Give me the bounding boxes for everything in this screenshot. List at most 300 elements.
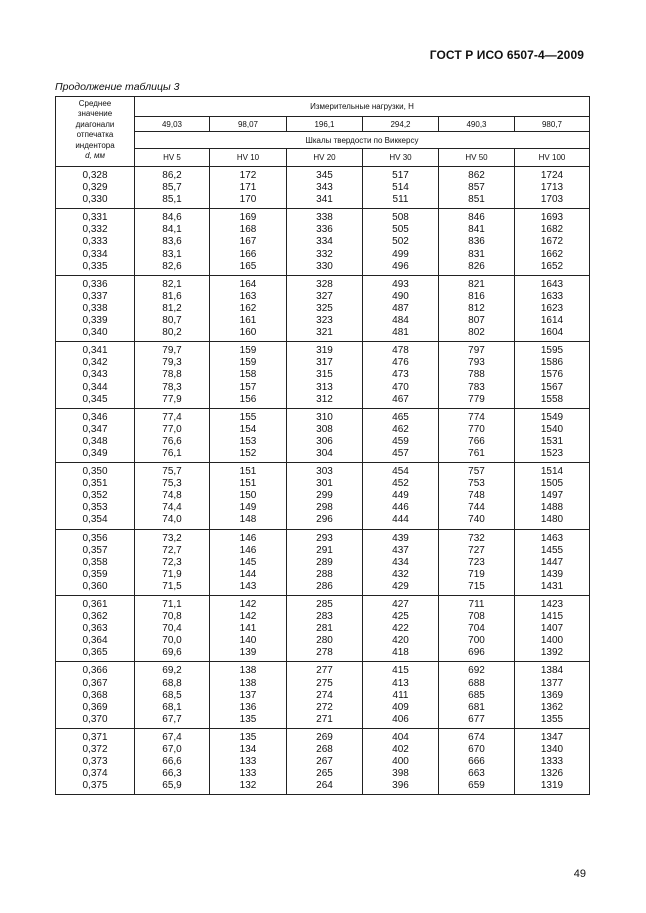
hardness-cell: 132 [210,780,287,795]
table-row [56,714,590,729]
table-row [56,224,590,236]
table-row [56,275,590,291]
hardness-cell: 788 [439,369,515,381]
hardness-cell: 334 [287,236,363,248]
hardness-cell: 1488 [515,502,590,514]
hardness-cell: 862 [439,167,515,183]
diagonal-cell: 0,345 [56,394,135,409]
hardness-cell: 71,9 [135,569,210,581]
hardness-cell: 420 [363,635,439,647]
hardness-cell: 160 [210,327,287,342]
hardness-cell: 74,8 [135,490,210,502]
hardness-cell: 473 [363,369,439,381]
hardness-cell: 281 [287,623,363,635]
table-row [56,408,590,424]
table-row [56,249,590,261]
hardness-cell: 275 [287,678,363,690]
hardness-cell: 164 [210,275,287,291]
hardness-cell: 67,7 [135,714,210,729]
hardness-cell: 499 [363,249,439,261]
hardness-cell: 133 [210,768,287,780]
table-caption: Продолжение таблицы 3 [55,81,180,93]
scale-label: HV 5 [135,149,210,167]
header-row-loads-title [56,97,590,117]
hardness-cell: 86,2 [135,167,210,183]
hardness-cell: 779 [439,394,515,409]
hardness-cell: 406 [363,714,439,729]
hardness-cell: 298 [287,502,363,514]
hardness-cell: 1724 [515,167,590,183]
table-row [56,635,590,647]
hardness-cell: 303 [287,463,363,479]
hardness-cell: 137 [210,690,287,702]
hardness-cell: 1672 [515,236,590,248]
hardness-cell: 481 [363,327,439,342]
hardness-cell: 490 [363,291,439,303]
hardness-cell: 154 [210,424,287,436]
hardness-cell: 136 [210,702,287,714]
hardness-cell: 413 [363,678,439,690]
hardness-cell: 327 [287,291,363,303]
diagonal-cell: 0,353 [56,502,135,514]
hardness-cell: 454 [363,463,439,479]
hardness-cell: 70,4 [135,623,210,635]
hardness-cell: 277 [287,662,363,678]
diagonal-cell: 0,349 [56,448,135,463]
hardness-cell: 146 [210,529,287,545]
hardness-cell: 159 [210,357,287,369]
hardness-cell: 857 [439,182,515,194]
diagonal-cell: 0,364 [56,635,135,647]
hardness-cell: 138 [210,678,287,690]
table-row [56,569,590,581]
hardness-cell: 774 [439,408,515,424]
hardness-cell: 142 [210,611,287,623]
hardness-cell: 74,0 [135,514,210,529]
hardness-cell: 1340 [515,744,590,756]
hardness-cell: 467 [363,394,439,409]
diagonal-cell: 0,362 [56,611,135,623]
hardness-cell: 719 [439,569,515,581]
header-row-loads [56,117,590,132]
hardness-cell: 1531 [515,436,590,448]
table-row [56,678,590,690]
hardness-cell: 415 [363,662,439,678]
scales-title: Шкалы твердости по Виккерсу [135,132,590,149]
hardness-cell: 1633 [515,291,590,303]
hardness-cell: 1586 [515,357,590,369]
hardness-cell: 139 [210,647,287,662]
hardness-cell: 75,3 [135,478,210,490]
diagonal-cell: 0,374 [56,768,135,780]
hardness-cell: 1713 [515,182,590,194]
diagonal-cell: 0,356 [56,529,135,545]
hardness-cell: 793 [439,357,515,369]
hardness-cell: 68,8 [135,678,210,690]
hardness-cell: 841 [439,224,515,236]
diagonal-cell: 0,359 [56,569,135,581]
hardness-cell: 78,8 [135,369,210,381]
hardness-cell: 166 [210,249,287,261]
hardness-cell: 81,2 [135,303,210,315]
hardness-cell: 308 [287,424,363,436]
hardness-cell: 74,4 [135,502,210,514]
hardness-cell: 465 [363,408,439,424]
hardness-cell: 770 [439,424,515,436]
hardness-cell: 83,1 [135,249,210,261]
hardness-cell: 82,6 [135,261,210,276]
hardness-cell: 271 [287,714,363,729]
hardness-cell: 268 [287,744,363,756]
header-row-scales [56,149,590,167]
hardness-cell: 168 [210,224,287,236]
hardness-cell: 75,7 [135,463,210,479]
hardness-cell: 285 [287,596,363,612]
hardness-cell: 77,9 [135,394,210,409]
hardness-cell: 398 [363,768,439,780]
table-row [56,490,590,502]
hardness-cell: 84,1 [135,224,210,236]
diagonal-cell: 0,333 [56,236,135,248]
hardness-cell: 341 [287,194,363,209]
hardness-cell: 264 [287,780,363,795]
hardness-cell: 851 [439,194,515,209]
hardness-cell: 169 [210,209,287,225]
hardness-cell: 1523 [515,448,590,463]
hardness-cell: 816 [439,291,515,303]
hardness-cell: 1400 [515,635,590,647]
table-row [56,596,590,612]
hardness-cell: 158 [210,369,287,381]
hardness-cell: 659 [439,780,515,795]
table-row [56,690,590,702]
diagonal-cell: 0,373 [56,756,135,768]
hardness-cell: 84,6 [135,209,210,225]
hardness-cell: 1682 [515,224,590,236]
hardness-cell: 323 [287,315,363,327]
table-row [56,182,590,194]
hardness-cell: 153 [210,436,287,448]
diagonal-cell: 0,367 [56,678,135,690]
hardness-cell: 459 [363,436,439,448]
diagonal-cell: 0,354 [56,514,135,529]
diagonal-cell: 0,368 [56,690,135,702]
table-row [56,478,590,490]
load-value: 98,07 [210,117,287,132]
hardness-cell: 328 [287,275,363,291]
load-value: 196,1 [287,117,363,132]
hardness-cell: 83,6 [135,236,210,248]
hardness-cell: 493 [363,275,439,291]
hardness-cell: 753 [439,478,515,490]
hardness-cell: 80,7 [135,315,210,327]
hardness-cell: 150 [210,490,287,502]
diagonal-cell: 0,366 [56,662,135,678]
hardness-cell: 336 [287,224,363,236]
table-row [56,436,590,448]
hardness-cell: 452 [363,478,439,490]
hardness-cell: 145 [210,557,287,569]
table-row [56,382,590,394]
hardness-cell: 289 [287,557,363,569]
hardness-cell: 1447 [515,557,590,569]
hardness-cell: 138 [210,662,287,678]
hardness-cell: 288 [287,569,363,581]
hardness-cell: 265 [287,768,363,780]
hardness-cell: 159 [210,342,287,358]
hardness-cell: 1514 [515,463,590,479]
hardness-cell: 1392 [515,647,590,662]
hardness-cell: 133 [210,756,287,768]
hardness-cell: 269 [287,728,363,744]
hardness-cell: 685 [439,690,515,702]
hardness-cell: 812 [439,303,515,315]
hardness-cell: 404 [363,728,439,744]
hardness-cell: 73,2 [135,529,210,545]
hardness-cell: 425 [363,611,439,623]
table-row [56,529,590,545]
diagonal-cell: 0,328 [56,167,135,183]
hardness-cell: 821 [439,275,515,291]
hardness-cell: 1407 [515,623,590,635]
hardness-cell: 85,1 [135,194,210,209]
diagonal-cell: 0,365 [56,647,135,662]
hardness-cell: 688 [439,678,515,690]
diagonal-cell: 0,348 [56,436,135,448]
diagonal-cell: 0,334 [56,249,135,261]
hardness-cell: 446 [363,502,439,514]
table-row [56,780,590,795]
table-row [56,647,590,662]
hardness-cell: 449 [363,490,439,502]
hardness-cell: 1377 [515,678,590,690]
hardness-cell: 457 [363,448,439,463]
hardness-cell: 402 [363,744,439,756]
hardness-cell: 163 [210,291,287,303]
diagonal-cell: 0,372 [56,744,135,756]
hardness-cell: 299 [287,490,363,502]
hardness-cell: 1362 [515,702,590,714]
side-header-line: значение [77,109,113,119]
hardness-cell: 400 [363,756,439,768]
hardness-cell: 291 [287,545,363,557]
hardness-cell: 478 [363,342,439,358]
hardness-cell: 1455 [515,545,590,557]
hardness-cell: 78,3 [135,382,210,394]
hardness-cell: 141 [210,623,287,635]
hardness-cell: 663 [439,768,515,780]
hardness-cell: 744 [439,502,515,514]
scale-label: HV 50 [439,149,515,167]
hardness-cell: 696 [439,647,515,662]
diagonal-cell: 0,371 [56,728,135,744]
table-row [56,502,590,514]
diagonal-cell: 0,335 [56,261,135,276]
hardness-cell: 761 [439,448,515,463]
scale-label: HV 30 [363,149,439,167]
hardness-cell: 1463 [515,529,590,545]
hardness-cell: 1567 [515,382,590,394]
hardness-cell: 1549 [515,408,590,424]
table-row [56,463,590,479]
hardness-cell: 715 [439,581,515,596]
diagonal-cell: 0,336 [56,275,135,291]
hardness-cell: 831 [439,249,515,261]
table-body [56,167,590,795]
diagonal-cell: 0,369 [56,702,135,714]
hardness-cell: 1319 [515,780,590,795]
hardness-cell: 437 [363,545,439,557]
side-header-line: Среднее [78,99,112,108]
table-row [56,357,590,369]
hardness-cell: 162 [210,303,287,315]
table-row [56,194,590,209]
table-row [56,702,590,714]
diagonal-cell: 0,329 [56,182,135,194]
hardness-cell: 1355 [515,714,590,729]
hardness-cell: 1415 [515,611,590,623]
hardness-cell: 1333 [515,756,590,768]
hardness-cell: 422 [363,623,439,635]
hardness-cell: 418 [363,647,439,662]
table-row [56,557,590,569]
hardness-cell: 143 [210,581,287,596]
document-code: ГОСТ Р ИСО 6507-4—2009 [429,48,584,62]
diagonal-cell: 0,342 [56,357,135,369]
hardness-cell: 312 [287,394,363,409]
hardness-cell: 1540 [515,424,590,436]
hardness-cell: 1497 [515,490,590,502]
hardness-cell: 66,6 [135,756,210,768]
hardness-cell: 152 [210,448,287,463]
hardness-cell: 444 [363,514,439,529]
hardness-cell: 476 [363,357,439,369]
side-header-line: диагонали [75,119,115,129]
table-row [56,236,590,248]
hardness-cell: 700 [439,635,515,647]
hardness-cell: 708 [439,611,515,623]
hardness-cell: 1614 [515,315,590,327]
hardness-cell: 68,5 [135,690,210,702]
hardness-cell: 1558 [515,394,590,409]
table-row [56,756,590,768]
hardness-cell: 1439 [515,569,590,581]
hardness-cell: 144 [210,569,287,581]
hardness-cell: 1623 [515,303,590,315]
hardness-cell: 502 [363,236,439,248]
load-value: 49,03 [135,117,210,132]
diagonal-column-header [56,97,135,167]
hardness-cell: 283 [287,611,363,623]
hardness-cell: 434 [363,557,439,569]
hardness-cell: 343 [287,182,363,194]
hardness-cell: 68,1 [135,702,210,714]
diagonal-cell: 0,339 [56,315,135,327]
hardness-cell: 836 [439,236,515,248]
hardness-cell: 496 [363,261,439,276]
table-row [56,623,590,635]
table-row [56,291,590,303]
diagonal-cell: 0,341 [56,342,135,358]
hardness-cell: 272 [287,702,363,714]
hardness-cell: 338 [287,209,363,225]
hardness-cell: 783 [439,382,515,394]
table-row [56,369,590,381]
hardness-cell: 484 [363,315,439,327]
load-value: 294,2 [363,117,439,132]
hardness-cell: 1480 [515,514,590,529]
diagonal-cell: 0,347 [56,424,135,436]
hardness-cell: 409 [363,702,439,714]
diagonal-cell: 0,363 [56,623,135,635]
hardness-cell: 1703 [515,194,590,209]
hardness-cell: 470 [363,382,439,394]
diagonal-cell: 0,357 [56,545,135,557]
header-row-scales-title [56,132,590,149]
hardness-cell: 167 [210,236,287,248]
hardness-cell: 77,4 [135,408,210,424]
hardness-cell: 319 [287,342,363,358]
hardness-cell: 723 [439,557,515,569]
diagonal-cell: 0,346 [56,408,135,424]
hardness-cell: 766 [439,436,515,448]
table-row [56,303,590,315]
diagonal-cell: 0,358 [56,557,135,569]
hardness-cell: 670 [439,744,515,756]
hardness-cell: 846 [439,209,515,225]
diagonal-cell: 0,351 [56,478,135,490]
hardness-cell: 487 [363,303,439,315]
table-row [56,662,590,678]
hardness-cell: 1652 [515,261,590,276]
hardness-cell: 151 [210,478,287,490]
hardness-cell: 727 [439,545,515,557]
hardness-cell: 69,6 [135,647,210,662]
hardness-cell: 826 [439,261,515,276]
diagonal-cell: 0,340 [56,327,135,342]
hardness-cell: 439 [363,529,439,545]
hardness-cell: 278 [287,647,363,662]
table-row [56,342,590,358]
diagonal-cell: 0,344 [56,382,135,394]
table-row [56,327,590,342]
hardness-cell: 1604 [515,327,590,342]
hardness-cell: 1643 [515,275,590,291]
hardness-cell: 77,0 [135,424,210,436]
hardness-cell: 280 [287,635,363,647]
diagonal-cell: 0,360 [56,581,135,596]
diagonal-cell: 0,370 [56,714,135,729]
hardness-cell: 306 [287,436,363,448]
table-row [56,611,590,623]
hardness-cell: 704 [439,623,515,635]
scale-label: HV 20 [287,149,363,167]
diagonal-cell: 0,338 [56,303,135,315]
table-row [56,768,590,780]
hardness-cell: 517 [363,167,439,183]
hardness-cell: 411 [363,690,439,702]
hardness-cell: 802 [439,327,515,342]
hardness-cell: 157 [210,382,287,394]
side-header-line: d, мм [85,151,105,161]
hardness-cell: 134 [210,744,287,756]
hardness-cell: 396 [363,780,439,795]
hardness-cell: 72,3 [135,557,210,569]
hardness-cell: 142 [210,596,287,612]
hardness-cell: 140 [210,635,287,647]
side-header-line: индентора [75,140,115,150]
table-row [56,167,590,183]
